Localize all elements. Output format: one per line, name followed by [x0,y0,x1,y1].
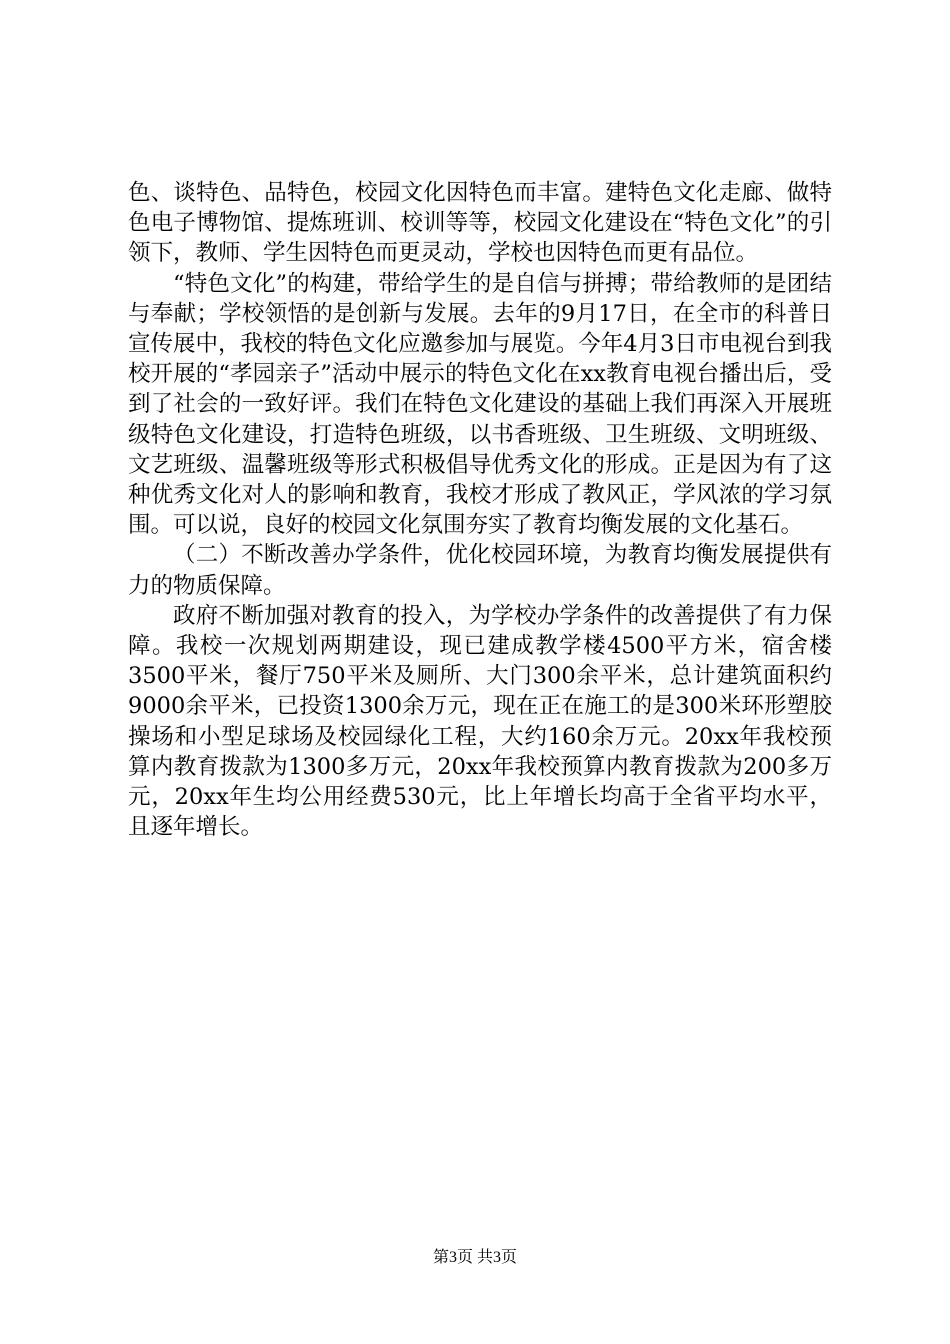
paragraph-investment: 政府不断加强对教育的投入，为学校办学条件的改善提供了有力保障。我校一次规划两期建设，现已建成教学楼4500平方米，宿舍楼3500平米，餐厅750平米及厕所、大门300余平米，总计建筑面积约9000余平米，已投资1300余万元，现在正在施工的是300米环形塑胶操场和小型足球场及校园绿化工程，大约160余万元。20xx年我校预算内教育拨款为1300多万元，20xx年我校预算内教育拨款为200多万元，20xx年生均公用经费530元，比上年增长均高于全省平均水平，且逐年增长。 [128,602,832,841]
paragraph-special-culture: “特色文化”的构建，带给学生的是自信与拼搏；带给教师的是团结与奉献；学校领悟的是创新与发展。去年的9月17日，在全市的科普日宣传展中，我校的特色文化应邀参加与展览。今年4月3日市电视台到我校开展的“孝园亲子”活动中展示的特色文化在xx教育电视台播出后，受到了社会的一致好评。我们在特色文化建设的基础上我们再深入开展班级特色文化建设，打造特色班级，以书香班级、卫生班级、文明班级、文艺班级、温馨班级等形式积极倡导优秀文化的形成。正是因为有了这种优秀文化对人的影响和教育，我校才形成了教风正，学风浓的学习氛围。可以说，良好的校园文化氛围夯实了教育均衡发展的文化基石。 [128,270,832,539]
paragraph-continuation: 色、谈特色、品特色，校园文化因特色而丰富。建特色文化走廊、做特色电子博物馆、提炼班训、校训等等，校园文化建设在“特色文化”的引领下，教师、学生因特色而更灵动，学校也因特色而更有品位。 [128,180,832,267]
document-body [128,178,832,842]
section-heading-2: （二）不断改善办学条件，优化校园环境，为教育均衡发展提供有力的物质保障。 [128,542,832,599]
page-footer: 第3页 共3页 [432,1249,517,1266]
